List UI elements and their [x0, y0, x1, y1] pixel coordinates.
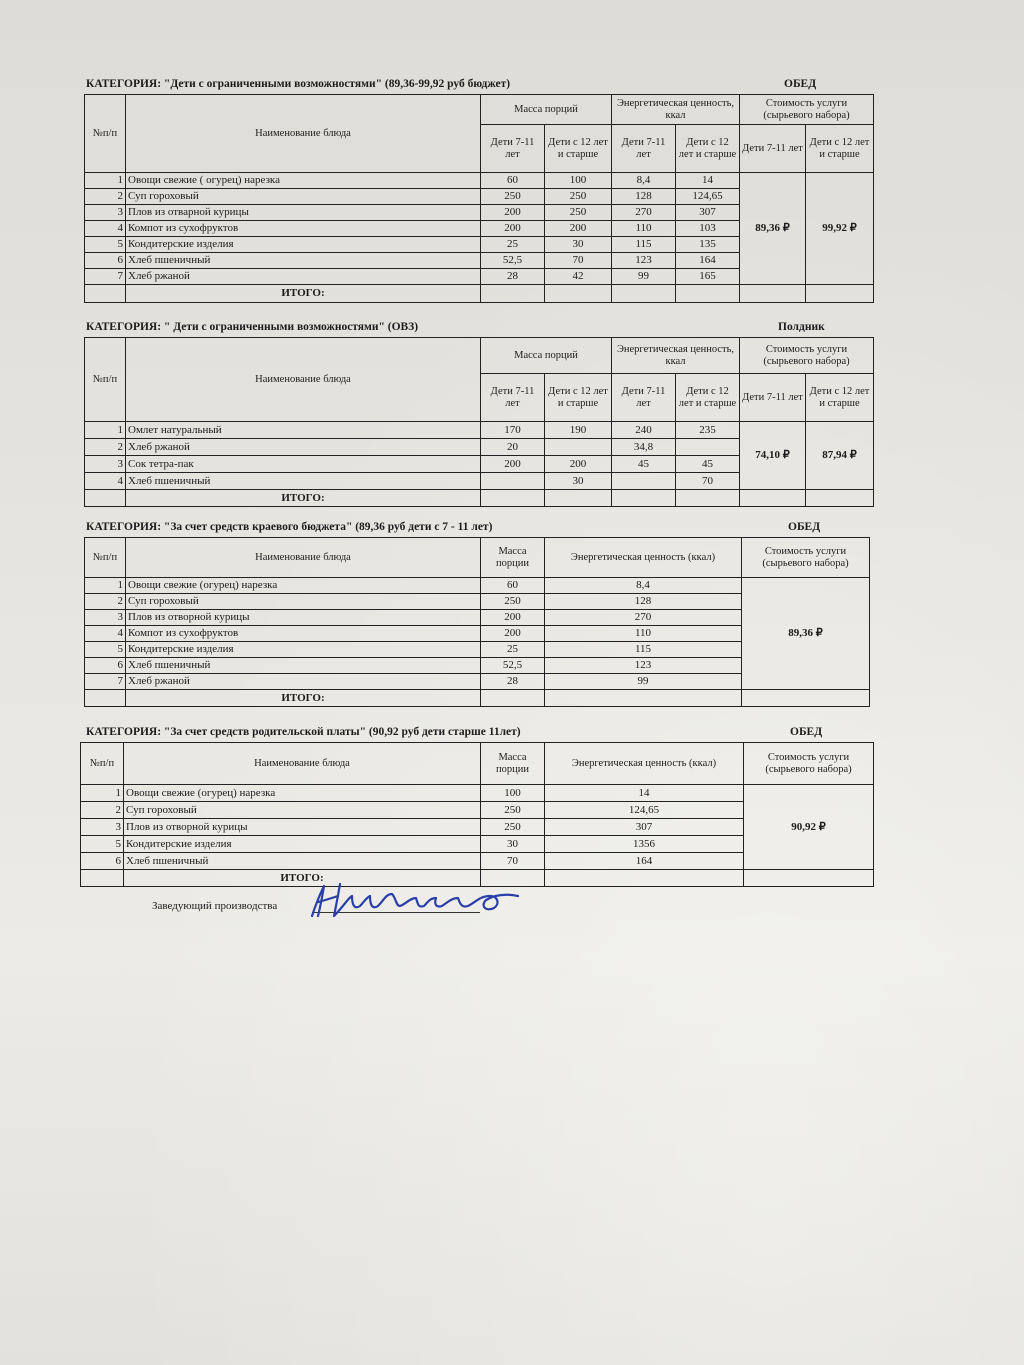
- mass: 30: [481, 836, 545, 853]
- row-number: 1: [81, 785, 124, 802]
- header-age-7-11: Дети 7-11 лет: [740, 125, 806, 173]
- energy: 8,4: [545, 578, 742, 594]
- header-age-7-11: Дети 7-11 лет: [612, 125, 676, 173]
- row-number: 1: [85, 578, 126, 594]
- table-row: [85, 173, 874, 189]
- dish-name: Омлет натуральный: [126, 422, 481, 439]
- category-title: КАТЕГОРИЯ: "За счет средств родительской платы" (90,92 руб дети старше 11лет): [86, 726, 521, 738]
- energy: 128: [545, 594, 742, 610]
- dish-name: Хлеб ржаной: [126, 674, 481, 690]
- energy-7-11: 270: [612, 205, 676, 221]
- energy-12: 307: [676, 205, 740, 221]
- row-number: 2: [81, 802, 124, 819]
- row-number: 4: [85, 221, 126, 237]
- menu-table: [84, 337, 874, 507]
- mass-12: 30: [545, 473, 612, 490]
- row-number: 2: [85, 594, 126, 610]
- mass-7-11: 200: [481, 205, 545, 221]
- header-age-12: Дети с 12 лет и старше: [676, 374, 740, 422]
- header-name: Наименование блюда: [126, 538, 481, 578]
- dish-name: Плов из отворной курицы: [124, 819, 481, 836]
- mass-7-11: 20: [481, 439, 545, 456]
- row-number: 4: [85, 473, 126, 490]
- energy-7-11: 110: [612, 221, 676, 237]
- energy-12: 135: [676, 237, 740, 253]
- menu-table: [84, 94, 874, 303]
- dish-name: Овощи свежие (огурец) нарезка: [126, 578, 481, 594]
- dish-name: Кондитерские изделия: [124, 836, 481, 853]
- row-number: 1: [85, 422, 126, 439]
- mass-7-11: 52,5: [481, 253, 545, 269]
- energy-12: 235: [676, 422, 740, 439]
- header-num: №п/п: [81, 743, 124, 785]
- mass-7-11: 200: [481, 221, 545, 237]
- total-row: [85, 490, 874, 507]
- energy-12: 14: [676, 173, 740, 189]
- energy-12: 124,65: [676, 189, 740, 205]
- dish-name: Сок тетра-пак: [126, 456, 481, 473]
- category-title: КАТЕГОРИЯ: " Дети с ограниченными возможностями" (ОВЗ): [86, 321, 419, 333]
- row-number: 6: [85, 658, 126, 674]
- dish-name: Хлеб пшеничный: [126, 253, 481, 269]
- mass: 200: [481, 610, 545, 626]
- energy: 14: [545, 785, 744, 802]
- category-title: КАТЕГОРИЯ: "Дети с ограниченными возможностями" (89,36-99,92 руб бюджет): [86, 78, 511, 90]
- dish-name: Плов из отворной курицы: [126, 610, 481, 626]
- energy: 99: [545, 674, 742, 690]
- energy-12: 164: [676, 253, 740, 269]
- row-number: 3: [85, 456, 126, 473]
- dish-name: Кондитерские изделия: [126, 642, 481, 658]
- header-age-12: Дети с 12 лет и старше: [806, 374, 874, 422]
- mass: 70: [481, 853, 545, 870]
- row-number: 3: [81, 819, 124, 836]
- dish-name: Хлеб пшеничный: [124, 853, 481, 870]
- header-name: Наименование блюда: [126, 338, 481, 422]
- dish-name: Хлеб ржаной: [126, 269, 481, 285]
- energy-7-11: 8,4: [612, 173, 676, 189]
- row-number: 5: [85, 237, 126, 253]
- mass-12: 70: [545, 253, 612, 269]
- energy-7-11: 115: [612, 237, 676, 253]
- total-label: ИТОГО:: [126, 490, 481, 507]
- mass-7-11: 250: [481, 189, 545, 205]
- energy: 307: [545, 819, 744, 836]
- cost-12: 99,92 ₽: [806, 173, 874, 285]
- row-number: 3: [85, 610, 126, 626]
- header-age-7-11: Дети 7-11 лет: [481, 374, 545, 422]
- row-number: 5: [85, 642, 126, 658]
- header-mass: Масса порций: [481, 95, 612, 125]
- header-num: №п/п: [85, 338, 126, 422]
- dish-name: Компот из сухофруктов: [126, 221, 481, 237]
- mass: 250: [481, 819, 545, 836]
- header-energy: Энергетическая ценность (ккал): [545, 538, 742, 578]
- energy-12: 165: [676, 269, 740, 285]
- dish-name: Хлеб пшеничный: [126, 658, 481, 674]
- dish-name: Плов из отварной курицы: [126, 205, 481, 221]
- energy: 115: [545, 642, 742, 658]
- mass: 200: [481, 626, 545, 642]
- mass-7-11: 28: [481, 269, 545, 285]
- mass-12: 250: [545, 189, 612, 205]
- header-num: №п/п: [85, 538, 126, 578]
- energy: 270: [545, 610, 742, 626]
- energy-7-11: 45: [612, 456, 676, 473]
- dish-name: Суп гороховый: [124, 802, 481, 819]
- mass-12: 200: [545, 456, 612, 473]
- meal-label: ОБЕД: [788, 521, 821, 533]
- energy: 123: [545, 658, 742, 674]
- row-number: 1: [85, 173, 126, 189]
- header-cost: Стоимость услуги (сырьевого набора): [744, 743, 874, 785]
- row-number: 7: [85, 674, 126, 690]
- dish-name: Хлеб пшеничный: [126, 473, 481, 490]
- mass-12: 30: [545, 237, 612, 253]
- section-lunch-ovz-budget: [84, 78, 874, 303]
- mass: 28: [481, 674, 545, 690]
- table-row: [85, 422, 874, 439]
- mass-12: 200: [545, 221, 612, 237]
- header-name: Наименование блюда: [126, 95, 481, 173]
- header-age-12: Дети с 12 лет и старше: [545, 125, 612, 173]
- header-age-7-11: Дети 7-11 лет: [740, 374, 806, 422]
- row-number: 4: [85, 626, 126, 642]
- energy-7-11: 240: [612, 422, 676, 439]
- mass: 60: [481, 578, 545, 594]
- header-age-7-11: Дети 7-11 лет: [481, 125, 545, 173]
- dish-name: Суп гороховый: [126, 594, 481, 610]
- cost-7-11: 74,10 ₽: [740, 422, 806, 490]
- header-mass: Масса порции: [481, 538, 545, 578]
- menu-table: [84, 537, 870, 707]
- header-age-12: Дети с 12 лет и старше: [676, 125, 740, 173]
- energy-7-11: 99: [612, 269, 676, 285]
- energy: 110: [545, 626, 742, 642]
- header-num: №п/п: [85, 95, 126, 173]
- category-title: КАТЕГОРИЯ: "За счет средств краевого бюджета" (89,36 руб дети с 7 - 11 лет): [86, 521, 493, 533]
- mass: 25: [481, 642, 545, 658]
- row-number: 6: [81, 853, 124, 870]
- table-row: [85, 578, 870, 594]
- energy-12: 103: [676, 221, 740, 237]
- row-number: 2: [85, 439, 126, 456]
- mass: 100: [481, 785, 545, 802]
- header-mass: Масса порции: [481, 743, 545, 785]
- header-energy: Энергетическая ценность, ккал: [612, 95, 740, 125]
- energy-7-11: [612, 473, 676, 490]
- meal-label: Полдник: [778, 321, 825, 333]
- header-name: Наименование блюда: [124, 743, 481, 785]
- dish-name: Компот из сухофруктов: [126, 626, 481, 642]
- cost-12: 87,94 ₽: [806, 422, 874, 490]
- header-age-12: Дети с 12 лет и старше: [806, 125, 874, 173]
- mass: 250: [481, 594, 545, 610]
- row-number: 5: [81, 836, 124, 853]
- signature-label: Заведующий производства: [152, 900, 278, 912]
- mass-12: 100: [545, 173, 612, 189]
- header-cost: Стоимость услуги (сырьевого набора): [740, 338, 874, 374]
- row-number: 3: [85, 205, 126, 221]
- header-cost: Стоимость услуги (сырьевого набора): [740, 95, 874, 125]
- mass-7-11: 200: [481, 456, 545, 473]
- total-row: [85, 285, 874, 303]
- energy-7-11: 123: [612, 253, 676, 269]
- total-label: ИТОГО:: [124, 870, 481, 887]
- meal-label: ОБЕД: [784, 78, 817, 90]
- handwritten-signature: [300, 876, 530, 926]
- energy-12: 45: [676, 456, 740, 473]
- total-label: ИТОГО:: [126, 285, 481, 303]
- mass-7-11: 170: [481, 422, 545, 439]
- row-number: 6: [85, 253, 126, 269]
- mass-7-11: 25: [481, 237, 545, 253]
- total-label: ИТОГО:: [126, 690, 481, 707]
- mass-7-11: [481, 473, 545, 490]
- header-age-12: Дети с 12 лет и старше: [545, 374, 612, 422]
- energy-12: [676, 439, 740, 456]
- energy-7-11: 34,8: [612, 439, 676, 456]
- dish-name: Суп гороховый: [126, 189, 481, 205]
- energy-7-11: 128: [612, 189, 676, 205]
- table-row: [81, 785, 874, 802]
- energy-12: 70: [676, 473, 740, 490]
- energy: 164: [545, 853, 744, 870]
- cost: 90,92 ₽: [744, 785, 874, 870]
- meal-label: ОБЕД: [790, 726, 823, 738]
- menu-table: [80, 742, 874, 887]
- energy: 1356: [545, 836, 744, 853]
- mass-12: 250: [545, 205, 612, 221]
- mass: 250: [481, 802, 545, 819]
- dish-name: Хлеб ржаной: [126, 439, 481, 456]
- cost: 89,36 ₽: [742, 578, 870, 690]
- row-number: 7: [85, 269, 126, 285]
- header-cost: Стоимость услуги (сырьевого набора): [742, 538, 870, 578]
- energy: 124,65: [545, 802, 744, 819]
- mass: 52,5: [481, 658, 545, 674]
- header-mass: Масса порций: [481, 338, 612, 374]
- header-age-7-11: Дети 7-11 лет: [612, 374, 676, 422]
- mass-12: [545, 439, 612, 456]
- header-energy: Энергетическая ценность, ккал: [612, 338, 740, 374]
- section-lunch-parental-fee: [84, 726, 874, 887]
- section-lunch-regional-budget: [84, 521, 874, 707]
- mass-7-11: 60: [481, 173, 545, 189]
- mass-12: 190: [545, 422, 612, 439]
- row-number: 2: [85, 189, 126, 205]
- dish-name: Кондитерские изделия: [126, 237, 481, 253]
- dish-name: Овощи свежие ( огурец) нарезка: [126, 173, 481, 189]
- header-energy: Энергетическая ценность (ккал): [545, 743, 744, 785]
- section-snack-ovz: [84, 321, 874, 507]
- total-row: [85, 690, 870, 707]
- dish-name: Овощи свежие (огурец) нарезка: [124, 785, 481, 802]
- mass-12: 42: [545, 269, 612, 285]
- cost-7-11: 89,36 ₽: [740, 173, 806, 285]
